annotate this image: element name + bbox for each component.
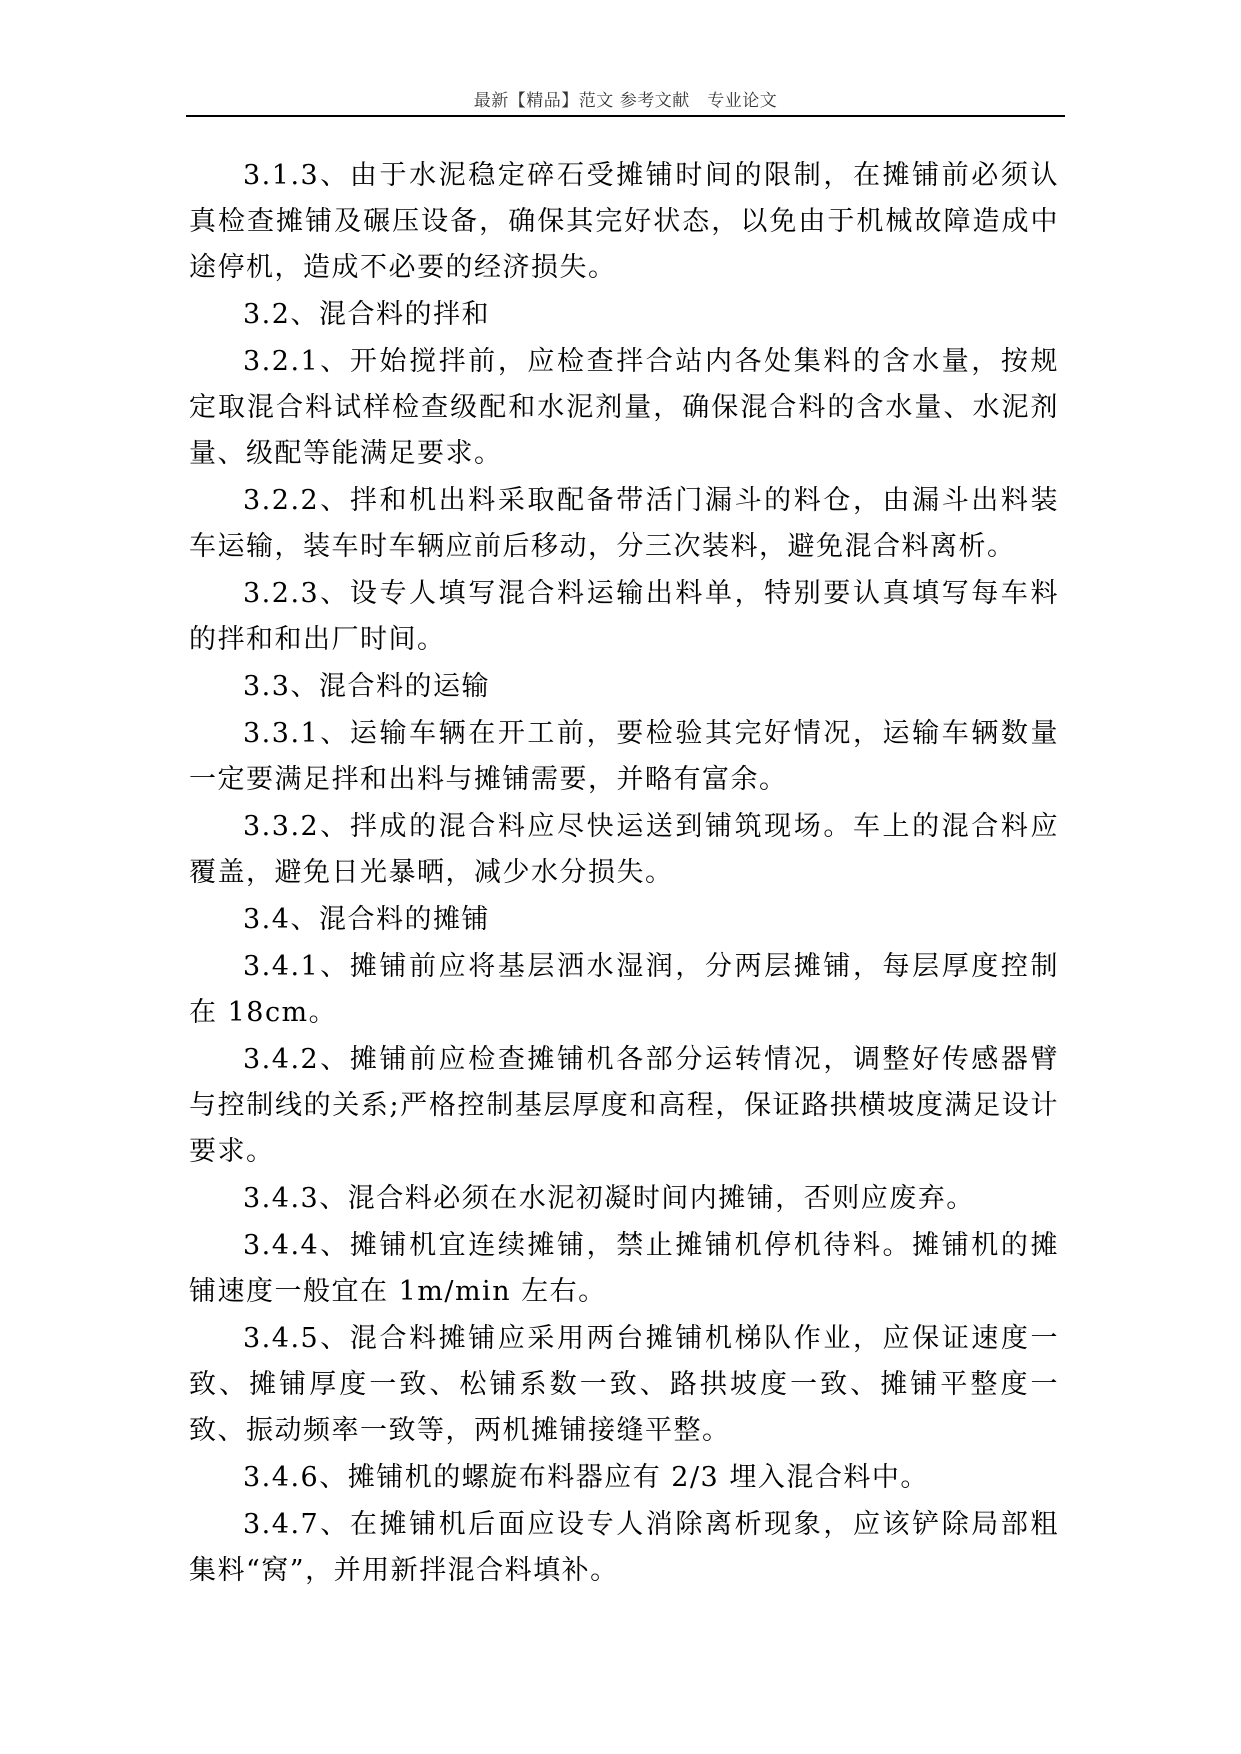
paragraph-3-4-7: 3.4.7、在摊铺机后面应设专人消除离析现象，应该铲除局部粗集料“窝”，并用新拌混合料填补。 — [189, 1509, 1059, 1586]
heading-3-2: 3.2、混合料的拌和 — [243, 299, 490, 330]
paragraph-3-4-1: 3.4.1、摊铺前应将基层洒水湿润，分两层摊铺，每层厚度控制在 18cm。 — [189, 951, 1059, 1028]
paragraph-3-2-3: 3.2.3、设专人填写混合料运输出料单，特别要认真填写每车料的拌和和出厂时间。 — [189, 578, 1059, 655]
paragraph-3-4-6: 3.4.6、摊铺机的螺旋布料器应有 2/3 埋入混合料中。 — [243, 1462, 929, 1493]
paragraph-3-4-4: 3.4.4、摊铺机宜连续摊铺，禁止摊铺机停机待料。摊铺机的摊铺速度一般宜在 1m/min 左右。 — [189, 1230, 1059, 1307]
paragraph-3-2-2: 3.2.2、拌和机出料采取配备带活门漏斗的料仓，由漏斗出料装车运输，装车时车辆应前后移动，分三次装料，避免混合料离析。 — [189, 485, 1059, 562]
paragraph-3-2-1: 3.2.1、开始搅拌前，应检查拌合站内各处集料的含水量，按规定取混合料试样检查级配和水泥剂量，确保混合料的含水量、水泥剂量、级配等能满足要求。 — [189, 346, 1059, 469]
document-body — [189, 153, 1059, 1595]
paragraph-3-3-1: 3.3.1、运输车辆在开工前，要检验其完好情况，运输车辆数量一定要满足拌和出料与摊铺需要，并略有富余。 — [189, 718, 1059, 795]
heading-3-3: 3.3、混合料的运输 — [243, 671, 490, 702]
paragraph-3-4-2: 3.4.2、摊铺前应检查摊铺机各部分运转情况，调整好传感器臂与控制线的关系;严格控制基层厚度和高程，保证路拱横坡度满足设计要求。 — [189, 1044, 1059, 1167]
heading-3-4: 3.4、混合料的摊铺 — [243, 904, 490, 935]
paragraph-3-4-5: 3.4.5、混合料摊铺应采用两台摊铺机梯队作业，应保证速度一致、摊铺厚度一致、松铺系数一致、路拱坡度一致、摊铺平整度一致、振动频率一致等，两机摊铺接缝平整。 — [189, 1323, 1059, 1446]
paragraph-3-1-3: 3.1.3、由于水泥稳定碎石受摊铺时间的限制，在摊铺前必须认真检查摊铺及碾压设备，确保其完好状态，以免由于机械故障造成中途停机，造成不必要的经济损失。 — [189, 160, 1059, 283]
page-header: 最新【精品】范文 参考文献 专业论文 — [473, 91, 778, 111]
paragraph-3-3-2: 3.3.2、拌成的混合料应尽快运送到铺筑现场。车上的混合料应覆盖，避免日光暴晒，减少水分损失。 — [189, 811, 1059, 888]
paragraph-3-4-3: 3.4.3、混合料必须在水泥初凝时间内摊铺，否则应废弃。 — [243, 1183, 975, 1214]
header-divider — [186, 115, 1065, 117]
